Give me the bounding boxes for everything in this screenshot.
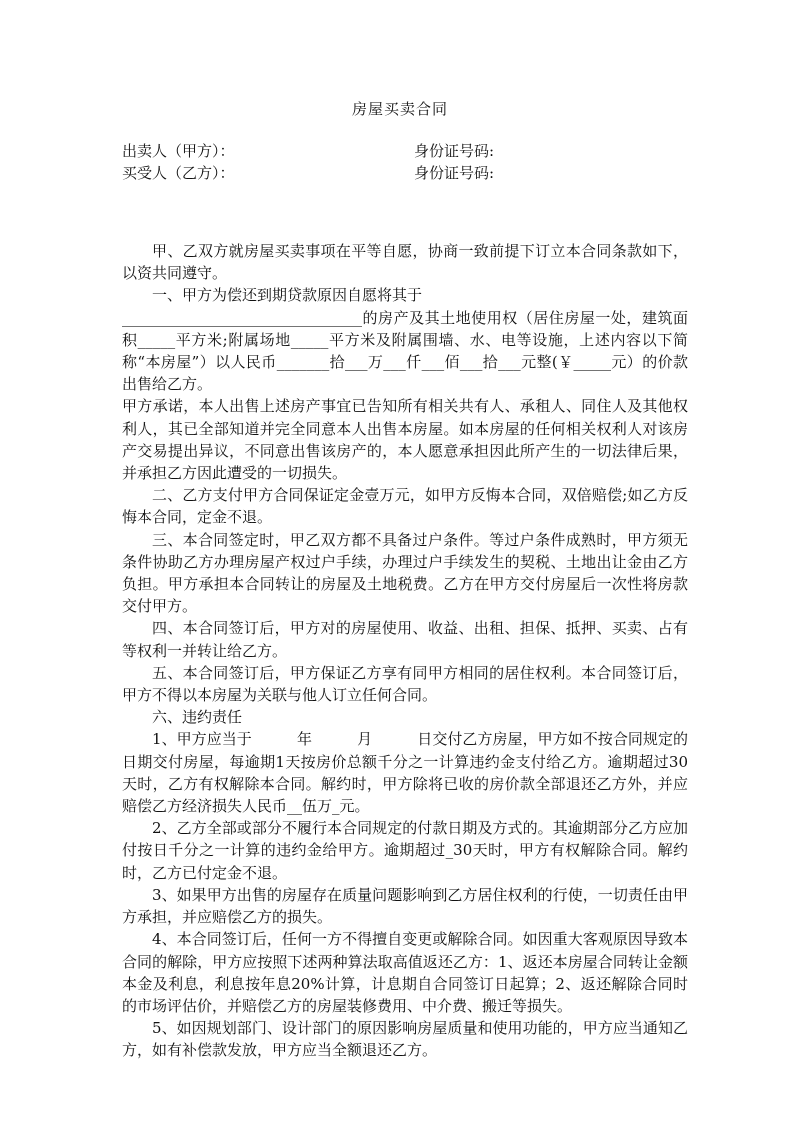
clause-1-property-details: ________________________________的房产及其土地使用权（居住房屋一处，建筑面积_____平方米;附属场地_____平方米及附属围墙、水、电等设施，上述内容以下简称“本房屋”）以人民币_______拾___万___仟___佰___拾___元整(￥_____元）的价款出售给乙方。 [122, 308, 688, 394]
clause-1-heading: 一、甲方为偿还到期贷款原因自愿将其于 [152, 286, 423, 305]
breach-item-3: 3、如果甲方出售的房屋存在质量问题影响到乙方居住权利的行使，一切责任由甲方承担，并应赔偿乙方的损失。 [122, 885, 688, 927]
breach-item-2: 2、乙方全部或部分不履行本合同规定的付款日期及方式的。其逾期部分乙方应加付按日千分之一计算的违约金给甲方。逾期超过_30天时，甲方有权解除合同。解约时，乙方已付定金不退。 [122, 819, 688, 882]
seller-promise-paragraph: 甲方承诺，本人出售上述房产事宜已告知所有相关共有人、承租人、同住人及其他权利人，其已全部知道并完全同意本人出售本房屋。如本房屋的任何相关权利人对该房产交易提出异议，不同意出售该房产的，本人愿意承担因此所产生的一切法律后果，并承担乙方因此遭受的一切损失。 [122, 397, 688, 483]
clause-6-heading: 六、违约责任 [152, 708, 243, 727]
seller-id-label: 身份证号码: [414, 142, 495, 160]
contract-body [122, 240, 688, 1062]
buyer-label: 买受人（乙方）： [122, 164, 235, 182]
clause-3-transfer: 三、本合同签定时，甲乙双方都不具备过户条件。等过户条件成熟时，甲方须无条件协助乙方办理房屋产权过户手续，办理过户手续发生的契税、土地出让金由乙方负担。甲方承担本合同转让的房屋及土地税费。乙方在甲方交付房屋后一次性将房款交付甲方。 [122, 530, 688, 616]
intro-paragraph: 甲、乙双方就房屋买卖事项在平等自愿，协商一致前提下订立本合同条款如下，以资共同遵守。 [122, 242, 688, 283]
clause-2-deposit: 二、乙方支付甲方合同保证定金壹万元，如甲方反悔本合同，双倍赔偿;如乙方反悔本合同，定金不退。 [122, 486, 688, 527]
breach-item-4: 4、本合同签订后，任何一方不得擅自变更或解除合同。如因重大客观原因导致本合同的解除，甲方应按照下述两种算法取高值返还乙方：1、返还本房屋合同转让金额本金及利息，利息按年息20%计算，计息期自合同签订日起算；2、返还解除合同时的市场评估价，并赔偿乙方的房屋装修费用、中介费、搬迁等损失。 [122, 930, 688, 1015]
breach-item-1: 1、甲方应当于 年 月 日交付乙方房屋，甲方如不按合同规定的日期交付房屋，每逾期1天按房价总额千分之一计算违约金支付给乙方。逾期超过30天时，乙方有权解除本合同。解约时，甲方除将已收的房价款全部退还乙方外，并应赔偿乙方经济损失人民币__伍万_元。 [122, 730, 688, 816]
clause-5-residence: 五、本合同签订后，甲方保证乙方享有同甲方相同的居住权利。本合同签订后，甲方不得以本房屋为关联与他人订立任何合同。 [122, 663, 688, 705]
breach-item-5: 5、如因规划部门、设计部门的原因影响房屋质量和使用功能的，甲方应当通知乙方，如有补偿款发放，甲方应当全额退还乙方。 [122, 1019, 688, 1060]
document-title: 房屋买卖合同 [351, 100, 448, 118]
seller-label: 出卖人（甲方）： [122, 142, 235, 160]
buyer-id-label: 身份证号码: [414, 164, 495, 182]
clause-4-rights: 四、本合同签订后，甲方对的房屋使用、收益、出租、担保、抵押、买卖、占有等权利一并转让给乙方。 [122, 619, 688, 660]
